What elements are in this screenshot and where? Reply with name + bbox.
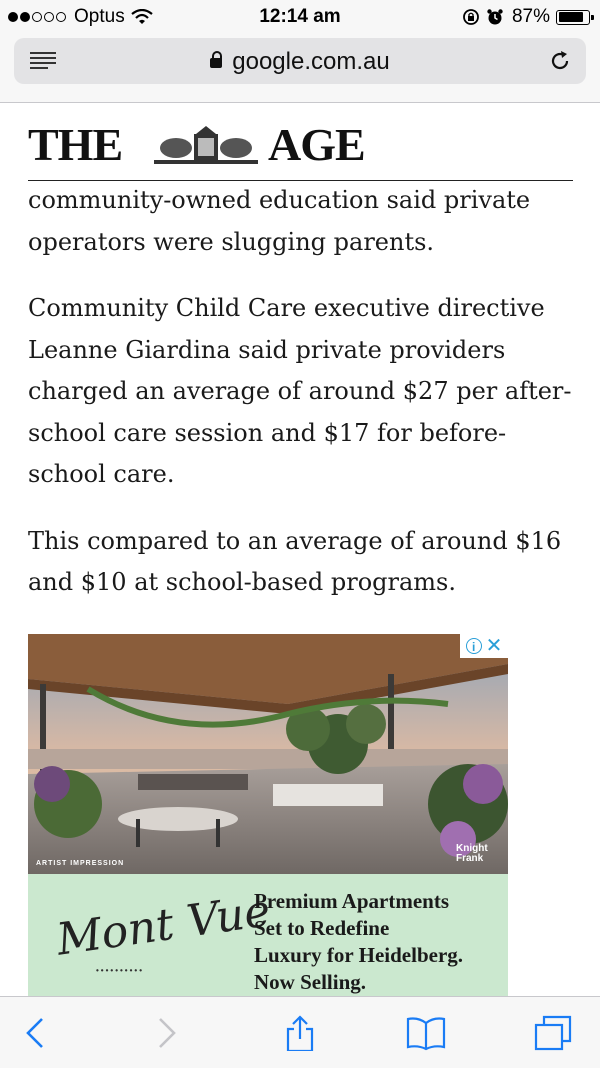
lock-icon: [210, 58, 222, 68]
ad-tagline-line: Premium Apartments: [254, 889, 449, 913]
article-paragraph: Community Child Care executive directive Leanne Giardina said private providers charged an average of around $27 per after-school care session and $17 for before-school care.: [28, 294, 572, 488]
back-icon[interactable]: [16, 1015, 56, 1051]
status-right: [462, 6, 590, 28]
article-paragraph: community-owned education said private operators were slugging parents.: [28, 186, 531, 256]
brand-logo-dots: ••••••••••: [96, 966, 145, 975]
ad-tagline-line: Luxury for Heidelberg.: [254, 943, 464, 967]
alarm-icon: [486, 8, 504, 26]
ad-rooftop-image[interactable]: [28, 634, 508, 874]
address-bar[interactable]: [14, 38, 586, 84]
agency-name: Knight Frank: [456, 843, 488, 864]
url-display[interactable]: [14, 48, 586, 76]
carrier-name: Optus: [74, 6, 125, 27]
article-paragraph: This compared to an average of around $16 and $10 at school-based programs.: [28, 526, 562, 596]
browser-toolbar: [0, 996, 600, 1068]
bookmarks-icon[interactable]: [406, 1015, 446, 1051]
artist-impression-label: ARTIST IMPRESSION: [36, 860, 125, 867]
ad-tagline-line: Now Selling.: [254, 970, 367, 994]
battery-icon: [556, 10, 590, 25]
tabs-icon[interactable]: [534, 1015, 574, 1051]
info-icon[interactable]: i: [466, 638, 482, 654]
coat-of-arms-logo: [146, 122, 266, 166]
masthead-age: AGE: [268, 119, 365, 170]
clock: 12:14 am: [259, 6, 341, 27]
agency-logo: [456, 844, 500, 864]
url-text: google.com.au: [232, 48, 390, 75]
ad-choices-badge[interactable]: [460, 634, 508, 658]
article-body: [28, 180, 578, 629]
reload-icon[interactable]: [548, 49, 572, 73]
ad-tagline[interactable]: [254, 888, 463, 996]
battery-percent: 87%: [511, 6, 550, 27]
close-icon[interactable]: ✕: [485, 635, 503, 657]
masthead-the: THE: [28, 119, 123, 170]
browser-address-area: [0, 34, 600, 103]
forward-icon[interactable]: [146, 1015, 186, 1051]
share-icon[interactable]: [280, 1015, 320, 1051]
brand-logo: Mont Vue: [53, 885, 274, 966]
ad-text-panel[interactable]: [28, 874, 508, 996]
masthead[interactable]: [28, 112, 573, 181]
ad-tagline-line: Set to Redefine: [254, 916, 390, 940]
rotation-lock-icon: [462, 8, 480, 26]
advertisement[interactable]: [28, 634, 508, 996]
status-bar: [0, 0, 600, 34]
